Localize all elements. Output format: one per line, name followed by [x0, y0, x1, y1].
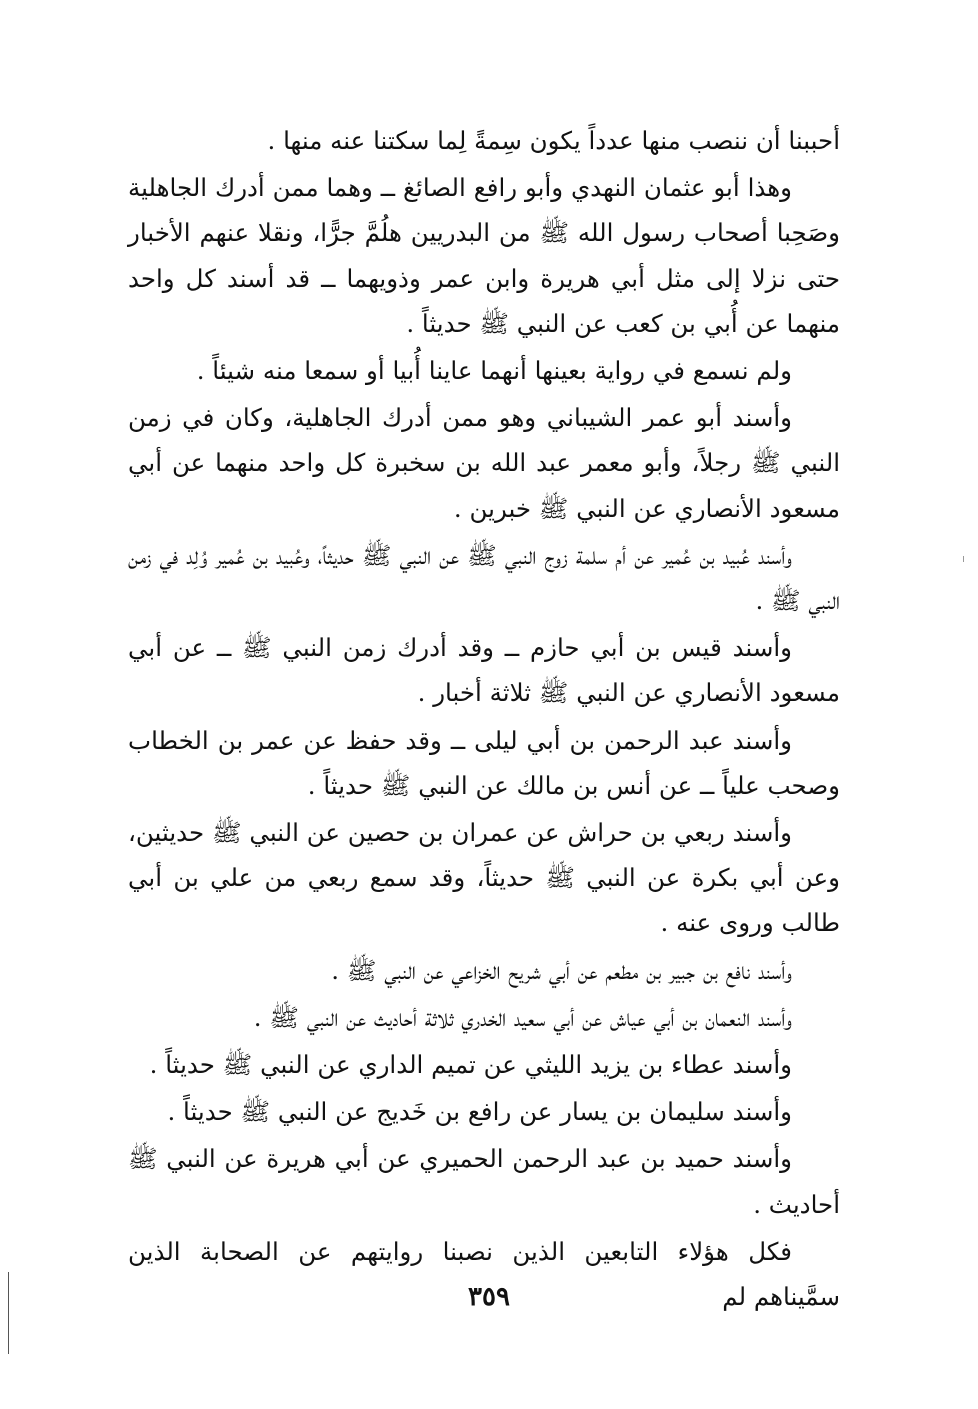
paragraph-2: وهذا أبو عثمان النهدي وأبو رافع الصائغ ــ وهما ممن أدرك الجاهلية وصَحِبا أصحاب رسول الله ﷺ من البدريين هلُمَّ جرًّا، ونقلا عنهم الأخبار حتى نزلا إلى مثل أبي هريرة وابن عمر وذويهما ــ قد أسند كل واحد منهما عن أُبي بن كعب عن النبي ﷺ حديثاً . — [128, 173, 840, 338]
page-body — [128, 118, 840, 1321]
paragraph-3: ولم نسمع في رواية بعينها أنهما عاينا أُبيا أو سمعا منه شيئاً . — [196, 356, 792, 386]
page-number: ٣٥٩ — [468, 1282, 510, 1312]
paragraph-1: أحببنا أن ننصب منها عدداً يكون سِمةً لِما سكتنا عنه منها . — [267, 126, 840, 155]
paragraph-6: وأسند قيس بن أبي حازم ــ وقد أدرك زمن النبي ﷺ ــ عن أبي مسعود الأنصاري عن النبي ﷺ ثلاثة أخبار . — [128, 633, 840, 708]
paragraph-9: وأسند نافع بن جبير بن مطعم عن أبي شريح الخزاعي عن النبي ﷺ . — [331, 955, 792, 985]
paragraph-12: وأسند سليمان بن يسار عن رافع بن خَديج عن النبي ﷺ حديثاً . — [167, 1097, 792, 1127]
paragraph-11: وأسند عطاء بن يزيد الليثي عن تميم الداري عن النبي ﷺ حديثاً . — [149, 1050, 792, 1080]
paragraph-7: وأسند عبد الرحمن بن أبي ليلى ــ وقد حفظ عن عمر بن الخطاب وصحب علياً ــ عن أنس بن مالك عن النبي ﷺ حديثاً . — [128, 725, 840, 800]
paragraph-14: فكل هؤلاء التابعين الذين نصبنا روايتهم عن الصحابة الذين سمَّيناهم لم — [128, 1236, 840, 1312]
paragraph-13: وأسند حميد بن عبد الرحمن الحميري عن أبي هريرة عن النبي ﷺ أحاديث . — [128, 1144, 840, 1219]
paragraph-5: وأسند عُبيد بن عُمير عن أم سلمة زوج النبي ﷺ عن النبي ﷺ حديثاً، وعُبيد بن عُمير وُلِد في زمن النبي ﷺ . — [128, 540, 840, 616]
scan-edge-line — [8, 1272, 9, 1354]
paragraph-8: وأسند ربعي بن حراش عن عمران بن حصين عن النبي ﷺ حديثين، وعن أبي بكرة عن النبي ﷺ حديثاً، وقد سمع ربعي من علي بن أبي طالب وروى عنه . — [128, 818, 840, 938]
paragraph-4: وأسند أبو عمر الشيباني وهو ممن أدرك الجاهلية، وكان في زمن النبي ﷺ رجلاً، وأبو معمر عبد الله بن سخبرة كل واحد منهما عن أبي مسعود الأنصاري عن النبي ﷺ خبرين . — [128, 403, 840, 523]
scan-speck — [963, 556, 964, 562]
paragraph-10: وأسند النعمان بن أبي عياش عن أبي سعيد الخدري ثلاثة أحاديث عن النبي ﷺ . — [253, 1002, 792, 1032]
